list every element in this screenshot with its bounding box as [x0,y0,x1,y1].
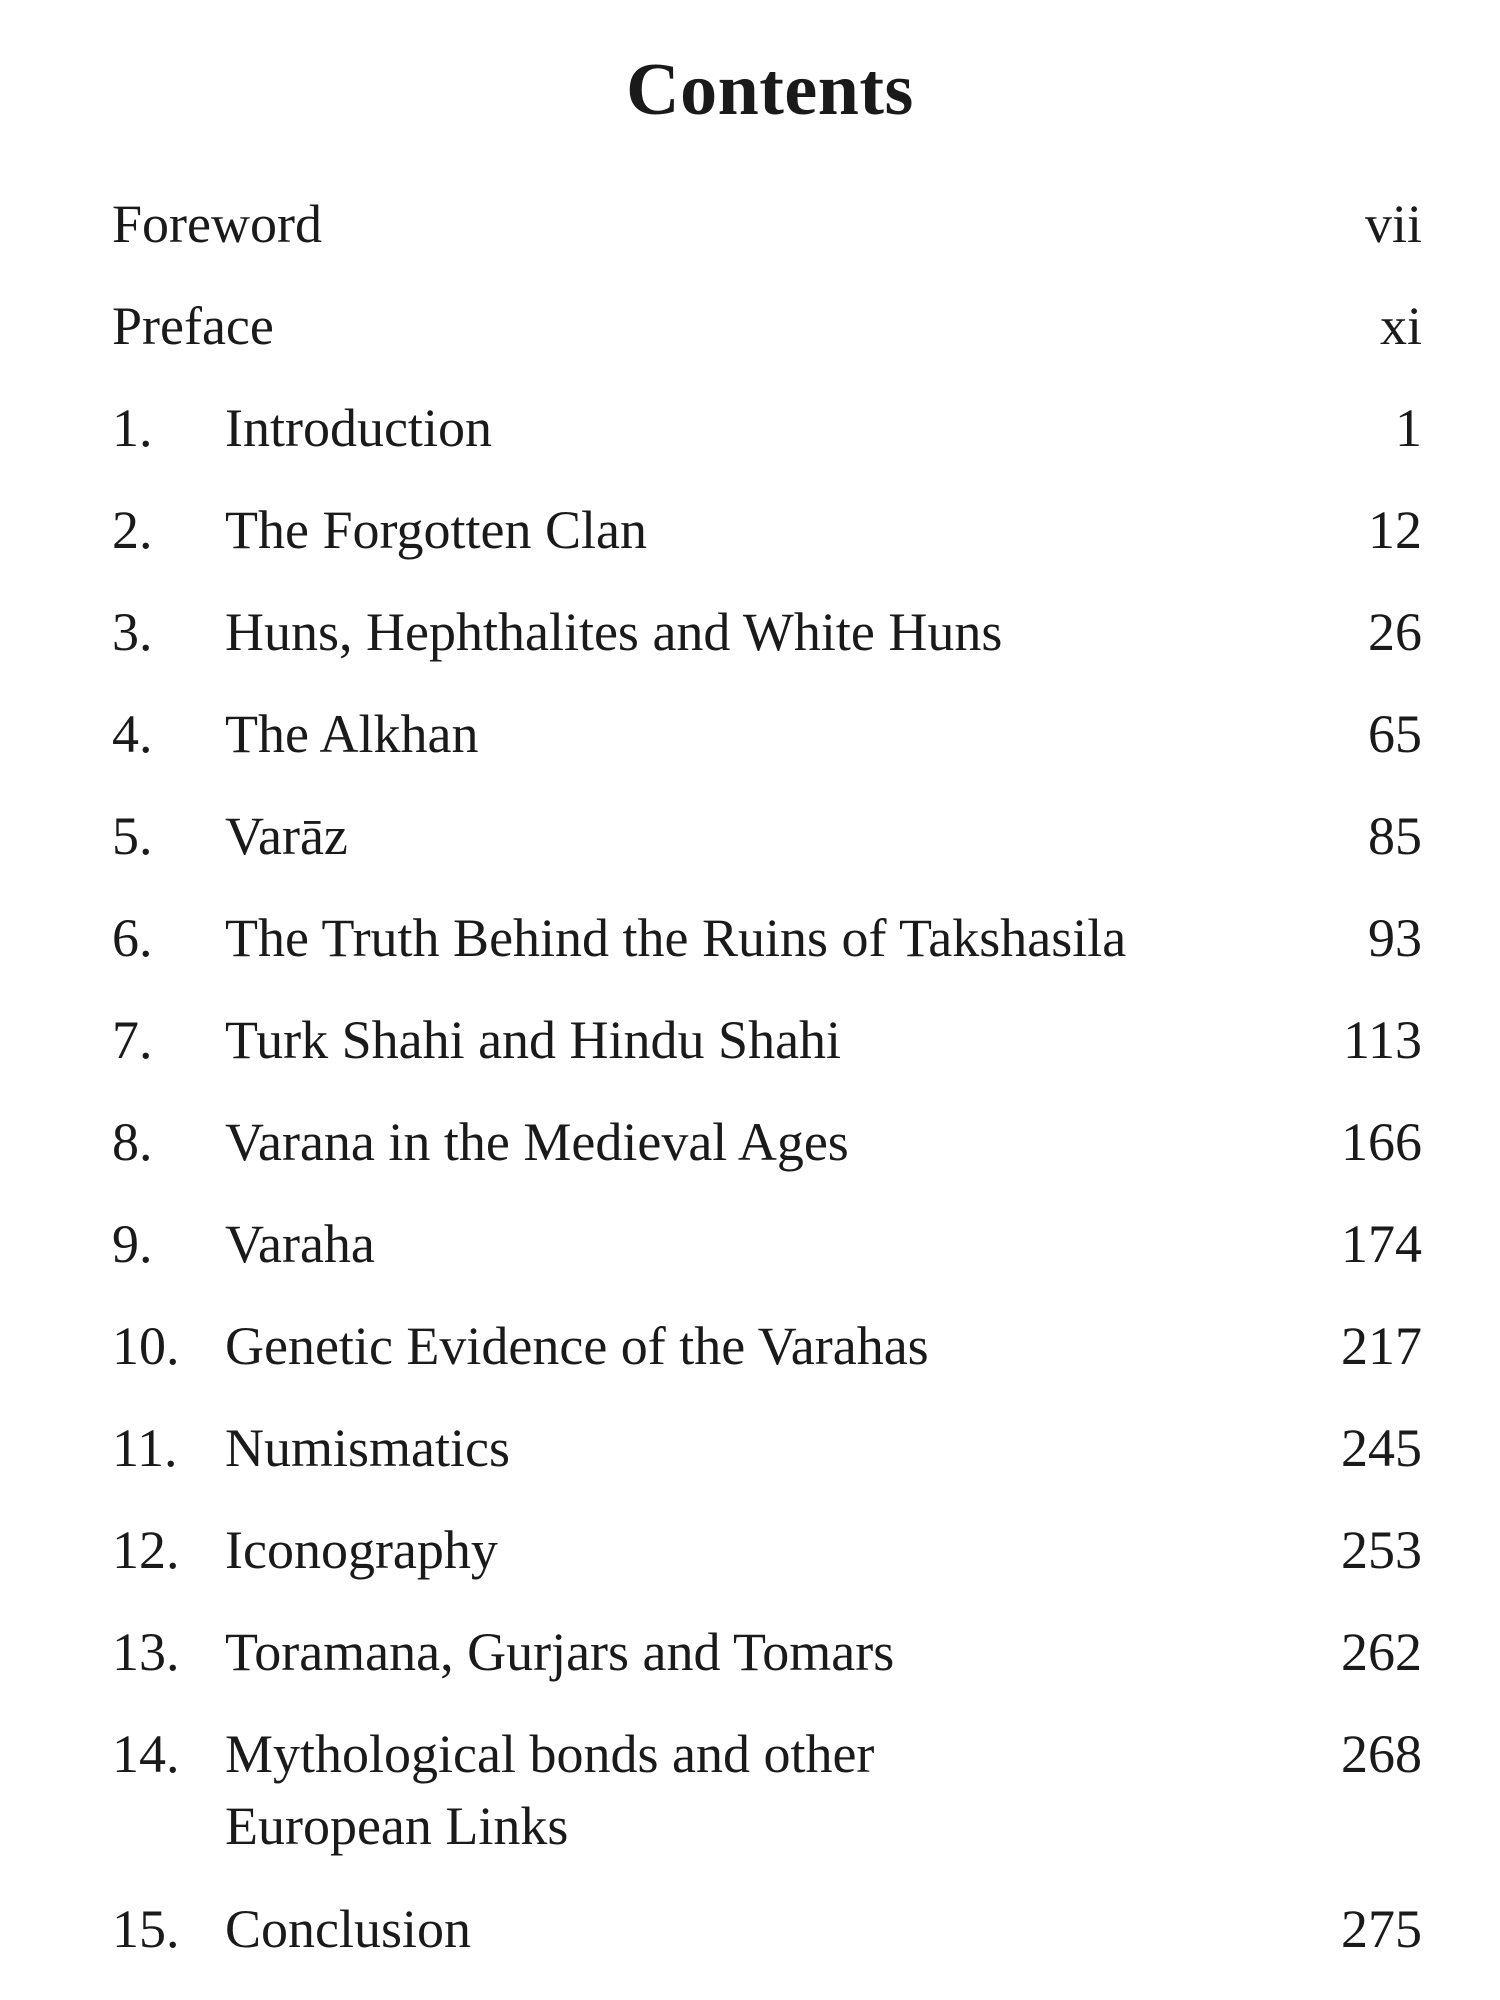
entry-label: Toramana, Gurjars and Tomars [225,1622,895,1682]
entry-label: Varaha [225,1214,375,1274]
toc-entry-14 [112,1718,1422,1856]
entry-label: The Truth Behind the Ruins of Takshasila [225,908,1127,968]
entry-page-number: 93 [1368,908,1422,968]
toc-entry-2 [112,494,1422,566]
toc-entry-7 [112,1004,1422,1076]
entry-page-number: 268 [1341,1724,1422,1784]
page-title: Contents [626,49,914,131]
entry-number: 2. [112,500,153,560]
entry-number: 13. [112,1622,180,1682]
entry-label: The Alkhan [225,704,479,764]
entry-page-number: 12 [1368,500,1422,560]
entry-number: 12. [112,1520,180,1580]
entry-number: 3. [112,602,153,662]
toc-entry-5 [112,800,1422,872]
toc-entry-4 [112,698,1422,770]
entry-label: Preface [112,296,274,356]
entry-number: 1. [112,398,153,458]
entry-page-number: vii [1364,194,1422,254]
entry-number: 15. [112,1899,180,1959]
entry-number: 8. [112,1112,153,1172]
entry-label: Numismatics [225,1418,510,1478]
entry-label: Mythological bonds and other European Links [225,1724,875,1856]
entry-page-number: 253 [1341,1520,1422,1580]
entry-label: Turk Shahi and Hindu Shahi [225,1010,842,1070]
entry-number: 9. [112,1214,153,1274]
entry-number: 11. [112,1418,178,1478]
entry-page-number: 113 [1343,1010,1422,1070]
entry-label: The Forgotten Clan [225,500,647,560]
entry-page-number: 26 [1368,602,1422,662]
entry-page-number: 245 [1341,1418,1422,1478]
entry-number: 14. [112,1724,180,1784]
entry-label: Iconography [225,1520,498,1580]
entry-number: 7. [112,1010,153,1070]
entry-number: 4. [112,704,153,764]
entry-page-number: 65 [1368,704,1422,764]
toc-entry-8 [112,1106,1422,1178]
entry-page-number: 217 [1341,1316,1422,1376]
toc-entry-12 [112,1514,1422,1586]
entry-label: Conclusion [225,1899,472,1959]
entry-label: Introduction [225,398,492,458]
entry-label: Huns, Hephthalites and White Huns [225,602,1003,662]
toc-entry-10 [112,1310,1422,1382]
toc-entry-11 [112,1412,1422,1484]
entry-label: Varāz [225,806,348,866]
toc-entry-1 [112,392,1422,464]
toc-entry-3 [112,596,1422,668]
entry-label: Genetic Evidence of the Varahas [225,1316,929,1376]
toc-entry-15 [112,1893,1422,1965]
entry-number: 10. [112,1316,180,1376]
entry-page-number: 262 [1341,1622,1422,1682]
toc-entry-preface [112,290,1422,362]
entry-page-number: xi [1379,296,1422,356]
toc-entry-13 [112,1616,1422,1688]
entry-number: 5. [112,806,153,866]
entry-page-number: 275 [1341,1899,1422,1959]
entry-number: 6. [112,908,153,968]
entry-page-number: 166 [1341,1112,1422,1172]
toc-entry-9 [112,1208,1422,1280]
toc-entry-6 [112,902,1422,974]
entry-label: Varana in the Medieval Ages [225,1112,849,1172]
entry-page-number: 85 [1368,806,1422,866]
toc-entry-foreword [112,188,1422,260]
entry-label: Foreword [112,194,322,254]
entry-page-number: 1 [1395,398,1422,458]
entry-page-number: 174 [1341,1214,1422,1274]
